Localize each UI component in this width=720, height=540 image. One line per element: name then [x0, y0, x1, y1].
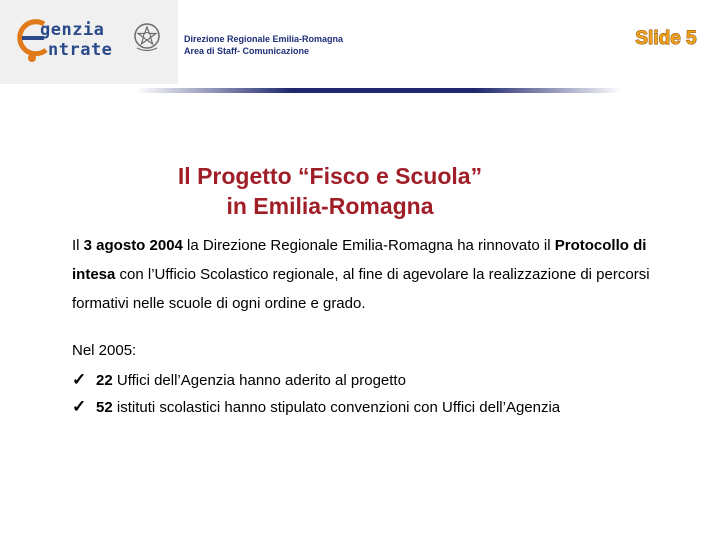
checkmark-icon: ✓: [72, 397, 87, 416]
results-list: [72, 366, 560, 420]
logo-line-1: genzia: [40, 20, 105, 40]
agenzia-entrate-logo: [0, 0, 178, 84]
para-text-a: Il: [72, 237, 84, 254]
checkmark-icon: ✓: [72, 370, 87, 389]
bullet-number: 22: [96, 372, 113, 389]
republic-emblem-icon: [132, 20, 162, 54]
title-line-1: Il Progetto “Fisco e Scuola”: [177, 163, 483, 190]
bullet-text: Uffici dell’Agenzia hanno aderito al progetto: [112, 372, 406, 389]
para-text-c: con l’Ufficio Scolastico regionale, al fine di agevolare la realizzazione di percorsi formativi nelle scuole di ogni ordine e grado.: [72, 266, 650, 312]
org-area: Area di Staff- Comunicazione: [184, 46, 310, 56]
para-protocol: Protocollo di intesa: [72, 237, 647, 283]
para-date: 3 agosto 2004: [83, 237, 183, 254]
bullet-number: 52: [96, 399, 113, 416]
header-divider: [136, 88, 622, 93]
slide-title: [120, 161, 540, 221]
para-text-b: la Direzione Regionale Emilia-Romagna ha rinnovato il: [182, 237, 555, 254]
slide-number-badge: [634, 24, 698, 50]
bullet-text: istituti scolastici hanno stipulato convenzioni con Uffici dell’Agenzia: [112, 399, 561, 416]
list-item: [72, 366, 560, 393]
title-line-2: in Emilia-Romagna: [226, 193, 434, 220]
slide-number-label: Slide 5: [635, 28, 697, 49]
organization-block: [184, 33, 343, 57]
list-item: [72, 393, 560, 420]
logo-line-2: ntrate: [48, 40, 113, 60]
year-heading: Nel 2005:: [72, 342, 137, 359]
org-department: Direzione Regionale Emilia-Romagna: [184, 34, 344, 44]
logo-wordmark: [40, 20, 112, 60]
intro-paragraph: [72, 231, 692, 318]
